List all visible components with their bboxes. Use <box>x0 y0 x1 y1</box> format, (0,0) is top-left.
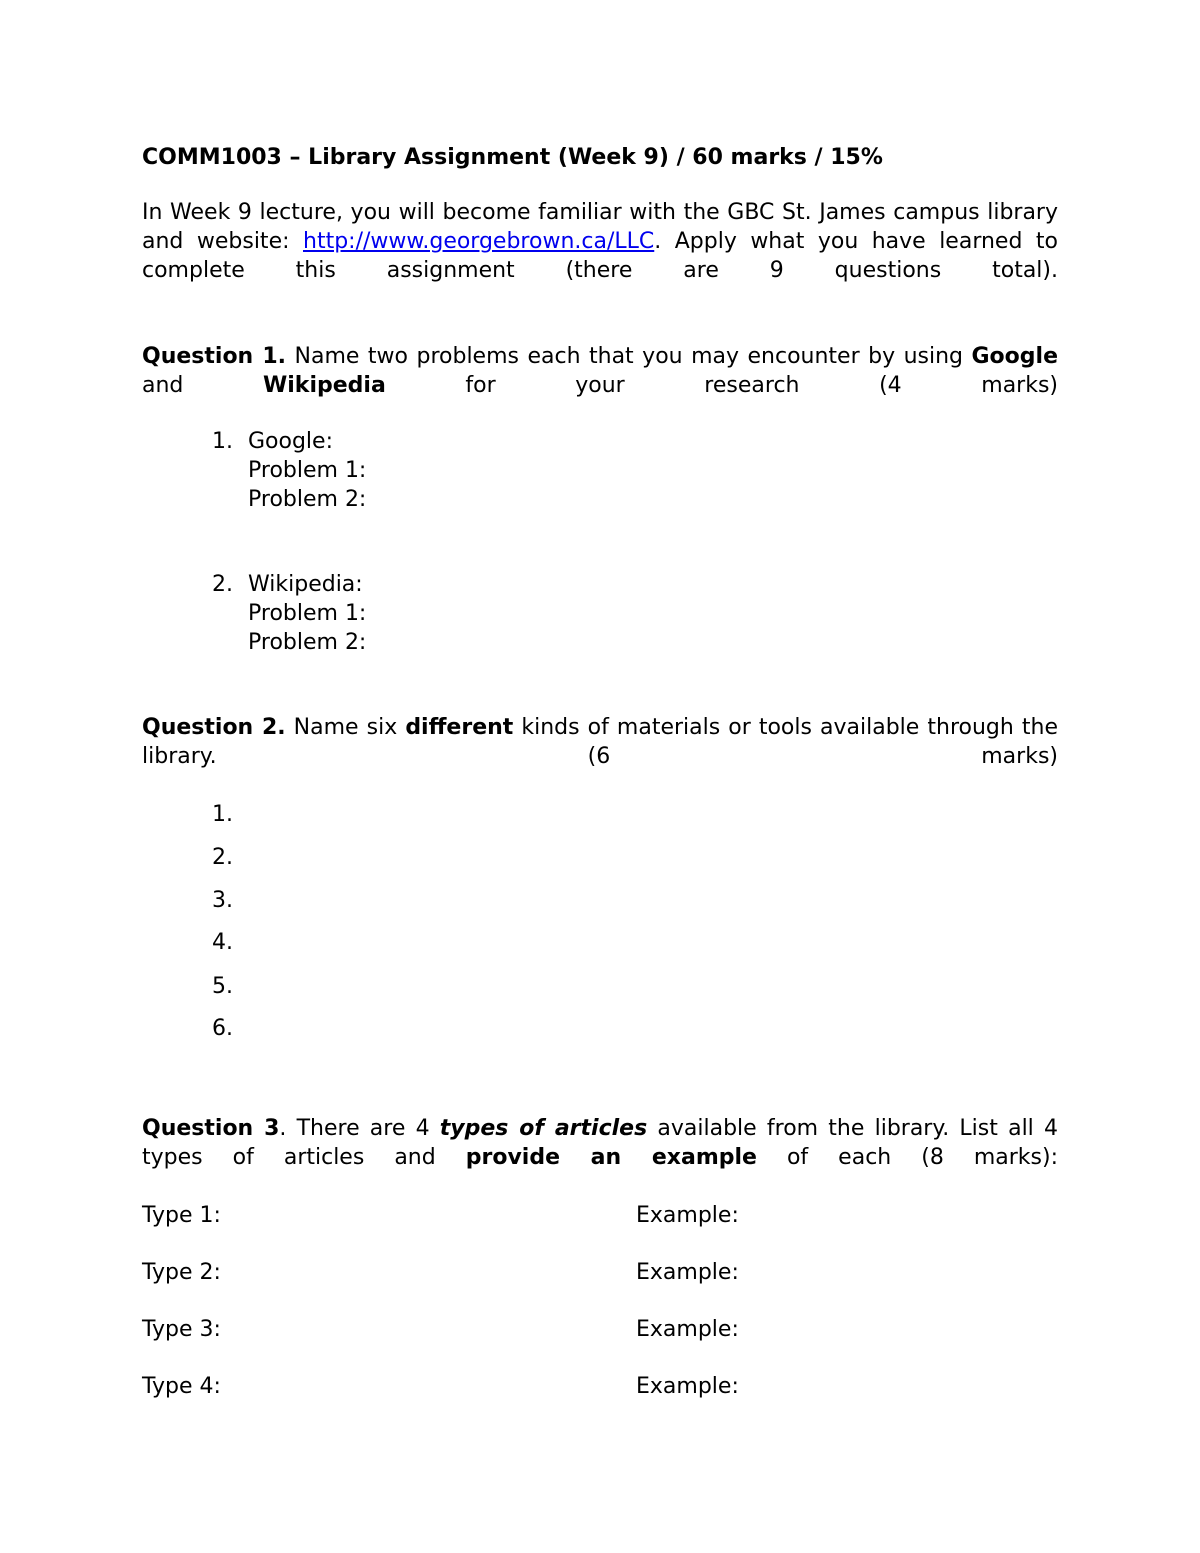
type-label: Type 2: <box>142 1260 221 1285</box>
provide-example-term: provide an example <box>465 1145 757 1170</box>
wikipedia-answer-label: Wikipedia: <box>248 572 363 597</box>
question-3 <box>142 1114 1058 1172</box>
question-3-text: . There are 4 <box>279 1116 440 1141</box>
type-label: Type 1: <box>142 1203 221 1228</box>
question-1-label: Question 1. <box>142 344 287 369</box>
question-3-text-mid: available from the library. List all 4 types of articles and <box>142 1116 1058 1170</box>
types-of-articles-term: types of articles <box>439 1116 648 1141</box>
intro-text: In Week 9 lecture, you will become familiar with the GBC St. James campus library and website: <box>142 200 1058 254</box>
google-problem-2: Problem 2: <box>248 487 367 512</box>
list-number: 1. <box>212 429 233 454</box>
question-1-text: Name two problems each that you may encounter by using <box>286 344 972 369</box>
type-label: Type 4: <box>142 1374 221 1399</box>
wikipedia-problem-1: Problem 1: <box>248 601 367 626</box>
wikipedia-term: Wikipedia <box>263 373 386 398</box>
list-number: 4. <box>212 930 233 955</box>
list-number: 3. <box>212 888 233 913</box>
list-number: 2. <box>212 572 233 597</box>
question-2-text-end: kinds of materials or tools available through the library. (6 marks) <box>142 715 1058 769</box>
example-label: Example: <box>636 1203 739 1228</box>
list-number: 1. <box>212 802 233 827</box>
question-2 <box>142 713 1058 771</box>
page-title: COMM1003 – Library Assignment (Week 9) / 60 marks / 15% <box>142 145 883 170</box>
list-number: 2. <box>212 845 233 870</box>
wikipedia-problem-2: Problem 2: <box>248 630 367 655</box>
example-label: Example: <box>636 1317 739 1342</box>
list-number: 6. <box>212 1016 233 1041</box>
question-3-text-end: of each (8 marks): <box>756 1145 1058 1170</box>
google-answer-label: Google: <box>248 429 333 454</box>
question-1-and: and <box>142 373 263 398</box>
list-number: 5. <box>212 974 233 999</box>
intro-paragraph <box>142 198 1058 285</box>
question-3-label: Question 3 <box>142 1116 280 1141</box>
intro-text-end: . Apply what you have learned to complete this assignment (there are 9 questions total). <box>142 229 1058 283</box>
library-link[interactable]: http://www.georgebrown.ca/LLC <box>303 229 655 254</box>
example-label: Example: <box>636 1260 739 1285</box>
type-label: Type 3: <box>142 1317 221 1342</box>
google-term: Google <box>971 344 1058 369</box>
example-label: Example: <box>636 1374 739 1399</box>
different-term: different <box>405 715 514 740</box>
question-2-label: Question 2. <box>142 715 286 740</box>
question-1-text-end: for your research (4 marks) <box>385 373 1058 398</box>
google-problem-1: Problem 1: <box>248 458 367 483</box>
question-2-text: Name six <box>285 715 406 740</box>
question-1 <box>142 342 1058 400</box>
